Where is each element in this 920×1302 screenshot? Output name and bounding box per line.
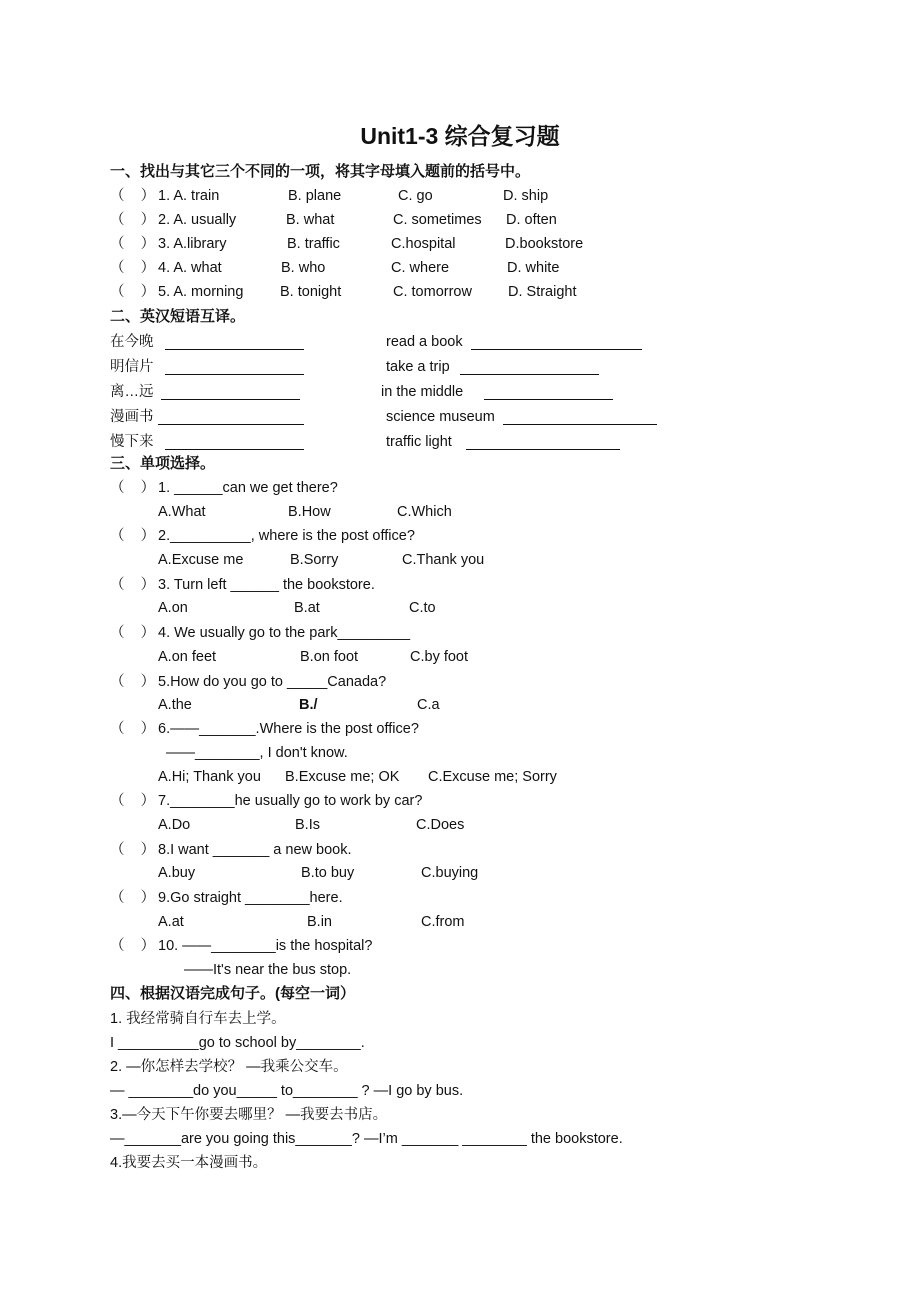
s3-question-10 <box>110 934 860 958</box>
s4-line: 3.—今天下午你要去哪里？ —我要去书店。 <box>110 1107 388 1123</box>
dialogue-reply: ——It's near the bus stop. <box>184 962 352 978</box>
question-text: 7.________he usually go to work by car? <box>158 793 423 809</box>
option-c: C.buying <box>421 865 479 881</box>
s1-option-a: 2. A. usually <box>158 212 237 228</box>
section3-heading: 三、单项选择。 <box>110 455 216 472</box>
option-c: C.Does <box>416 817 465 833</box>
s3-options-4 <box>110 645 860 669</box>
answer-bracket: （ ） <box>110 674 156 690</box>
s4-line: I __________go to school by________. <box>110 1035 365 1051</box>
option-a: A.What <box>158 504 206 520</box>
s4-line: 1. 我经常骑自行车去上学。 <box>110 1011 286 1027</box>
option-a: A.at <box>158 914 184 930</box>
s2-right-label: take a trip <box>386 359 450 375</box>
s2-right-label: read a book <box>386 334 463 350</box>
question-text: 2.__________, where is the post office? <box>158 528 415 544</box>
option-a: A.buy <box>158 865 196 881</box>
question-text: 8.I want _______ a new book. <box>158 842 352 858</box>
s2-row-5 <box>110 430 860 454</box>
s2-left-label: 在今晚 <box>110 334 154 350</box>
s3-question-6 <box>110 717 860 741</box>
s1-option-d: D. white <box>507 260 560 276</box>
s1-option-b: B. traffic <box>287 236 340 252</box>
option-b: B.on foot <box>300 649 359 665</box>
option-c: C.a <box>417 697 440 713</box>
s3-question-6-reply <box>110 741 860 765</box>
s1-option-c: C. sometimes <box>393 212 482 228</box>
answer-blank <box>466 434 620 450</box>
option-a: A.Excuse me <box>158 552 244 568</box>
s4-line: — ________do you_____ to________ ? —I go by bus. <box>110 1083 464 1099</box>
s2-left-label: 明信片 <box>110 359 154 375</box>
answer-bracket: （ ） <box>110 842 156 858</box>
s3-options-6 <box>110 765 860 789</box>
section4-heading: 四、根据汉语完成句子。(每空一词） <box>110 985 355 1002</box>
s1-option-b: B. who <box>281 260 326 276</box>
answer-bracket: （ ） <box>110 577 156 593</box>
option-c: C.by foot <box>410 649 469 665</box>
s3-options-8 <box>110 861 860 885</box>
s3-question-8 <box>110 838 860 862</box>
answer-blank <box>165 334 304 350</box>
option-c: C.to <box>409 600 436 616</box>
s3-question-7 <box>110 789 860 813</box>
s3-options-7 <box>110 813 860 837</box>
s3-question-4 <box>110 621 860 645</box>
s1-option-a: 3. A.library <box>158 236 227 252</box>
answer-blank <box>460 359 599 375</box>
s1-option-a: 1. A. train <box>158 188 220 204</box>
s1-option-b: B. tonight <box>280 284 342 300</box>
s2-row-2 <box>110 355 860 379</box>
question-text: 6.——_______.Where is the post office? <box>158 721 419 737</box>
s3-question-1 <box>110 476 860 500</box>
answer-blank <box>165 434 304 450</box>
option-a: A.the <box>158 697 192 713</box>
answer-bracket: （ ） <box>110 528 156 544</box>
option-a: A.Hi; Thank you <box>158 769 261 785</box>
s2-right-label: traffic light <box>386 434 452 450</box>
s4-line: 4.我要去买一本漫画书。 <box>110 1155 268 1171</box>
s2-row-1 <box>110 330 860 354</box>
question-text: 9.Go straight ________here. <box>158 890 343 906</box>
s2-right-label: science museum <box>386 409 495 425</box>
option-b: B.Excuse me; OK <box>285 769 400 785</box>
answer-bracket: （ ） <box>110 938 156 954</box>
answer-bracket: （ ） <box>110 721 156 737</box>
s1-option-c: C.hospital <box>391 236 456 252</box>
s1-row-4 <box>110 256 860 280</box>
section1-heading: 一、找出与其它三个不同的一项，将其字母填入题前的括号中。 <box>110 163 531 180</box>
answer-blank <box>484 384 613 400</box>
option-a: A.on <box>158 600 188 616</box>
answer-blank <box>158 409 304 425</box>
s3-question-10-reply <box>110 958 860 982</box>
option-b: B.How <box>288 504 331 520</box>
option-a: A.Do <box>158 817 191 833</box>
option-b: B.Is <box>295 817 320 833</box>
answer-bracket: （ ） <box>110 188 156 204</box>
question-text: 10. ——________is the hospital? <box>158 938 373 954</box>
option-c: C.Excuse me; Sorry <box>428 769 557 785</box>
option-a: A.on feet <box>158 649 217 665</box>
question-text: 3. Turn left ______ the bookstore. <box>158 577 375 593</box>
answer-blank <box>471 334 642 350</box>
answer-bracket: （ ） <box>110 480 156 496</box>
s1-row-5 <box>110 280 860 304</box>
s1-row-2 <box>110 208 860 232</box>
s2-right-label: in the middle <box>381 384 464 400</box>
s1-option-d: D. ship <box>503 188 549 204</box>
answer-bracket: （ ） <box>110 625 156 641</box>
s1-option-d: D.bookstore <box>505 236 584 252</box>
s3-options-9 <box>110 910 860 934</box>
s2-row-3 <box>110 380 860 404</box>
s3-question-5 <box>110 670 860 694</box>
s1-row-3 <box>110 232 860 256</box>
option-b: B.in <box>307 914 332 930</box>
s1-option-c: C. go <box>398 188 433 204</box>
s3-options-5 <box>110 693 860 717</box>
section2-heading: 二、英汉短语互译。 <box>110 308 246 325</box>
answer-bracket: （ ） <box>110 260 156 276</box>
option-b: B.to buy <box>301 865 355 881</box>
s1-option-c: C. where <box>391 260 450 276</box>
option-b: B.at <box>294 600 320 616</box>
s4-line: —_______are you going this_______? —I’m _______ ________ the bookstore. <box>110 1131 623 1147</box>
s2-left-label: 离…远 <box>110 384 154 400</box>
dialogue-reply: ——________, I don't know. <box>166 745 348 761</box>
option-b: B.Sorry <box>290 552 339 568</box>
answer-blank <box>161 384 300 400</box>
s3-question-9 <box>110 886 860 910</box>
s2-left-label: 漫画书 <box>110 409 154 425</box>
question-text: 4. We usually go to the park_________ <box>158 625 411 641</box>
question-text: 1. ______can we get there? <box>158 480 338 496</box>
s1-row-1 <box>110 184 860 208</box>
s1-option-d: D. Straight <box>508 284 577 300</box>
option-c: C.Which <box>397 504 452 520</box>
answer-bracket: （ ） <box>110 212 156 228</box>
answer-bracket: （ ） <box>110 890 156 906</box>
question-text: 5.How do you go to _____Canada? <box>158 674 387 690</box>
s1-option-a: 4. A. what <box>158 260 222 276</box>
option-b: B./ <box>299 697 318 713</box>
answer-blank <box>503 409 657 425</box>
answer-bracket: （ ） <box>110 793 156 809</box>
option-c: C.from <box>421 914 465 930</box>
s1-option-b: B. plane <box>288 188 342 204</box>
s3-question-2 <box>110 524 860 548</box>
page-title: Unit1-3 综合复习题 <box>360 123 560 149</box>
s1-option-a: 5. A. morning <box>158 284 244 300</box>
s2-row-4 <box>110 405 860 429</box>
answer-bracket: （ ） <box>110 284 156 300</box>
s1-option-c: C. tomorrow <box>393 284 472 300</box>
s1-option-d: D. often <box>506 212 557 228</box>
option-c: C.Thank you <box>402 552 485 568</box>
s3-options-2 <box>110 548 860 572</box>
answer-blank <box>165 359 304 375</box>
s3-options-1 <box>110 500 860 524</box>
s3-options-3 <box>110 596 860 620</box>
s3-question-3 <box>110 573 860 597</box>
answer-bracket: （ ） <box>110 236 156 252</box>
s4-line: 2. —你怎样去学校？ —我乘公交车。 <box>110 1059 348 1075</box>
s2-left-label: 慢下来 <box>110 434 154 450</box>
s1-option-b: B. what <box>286 212 335 228</box>
